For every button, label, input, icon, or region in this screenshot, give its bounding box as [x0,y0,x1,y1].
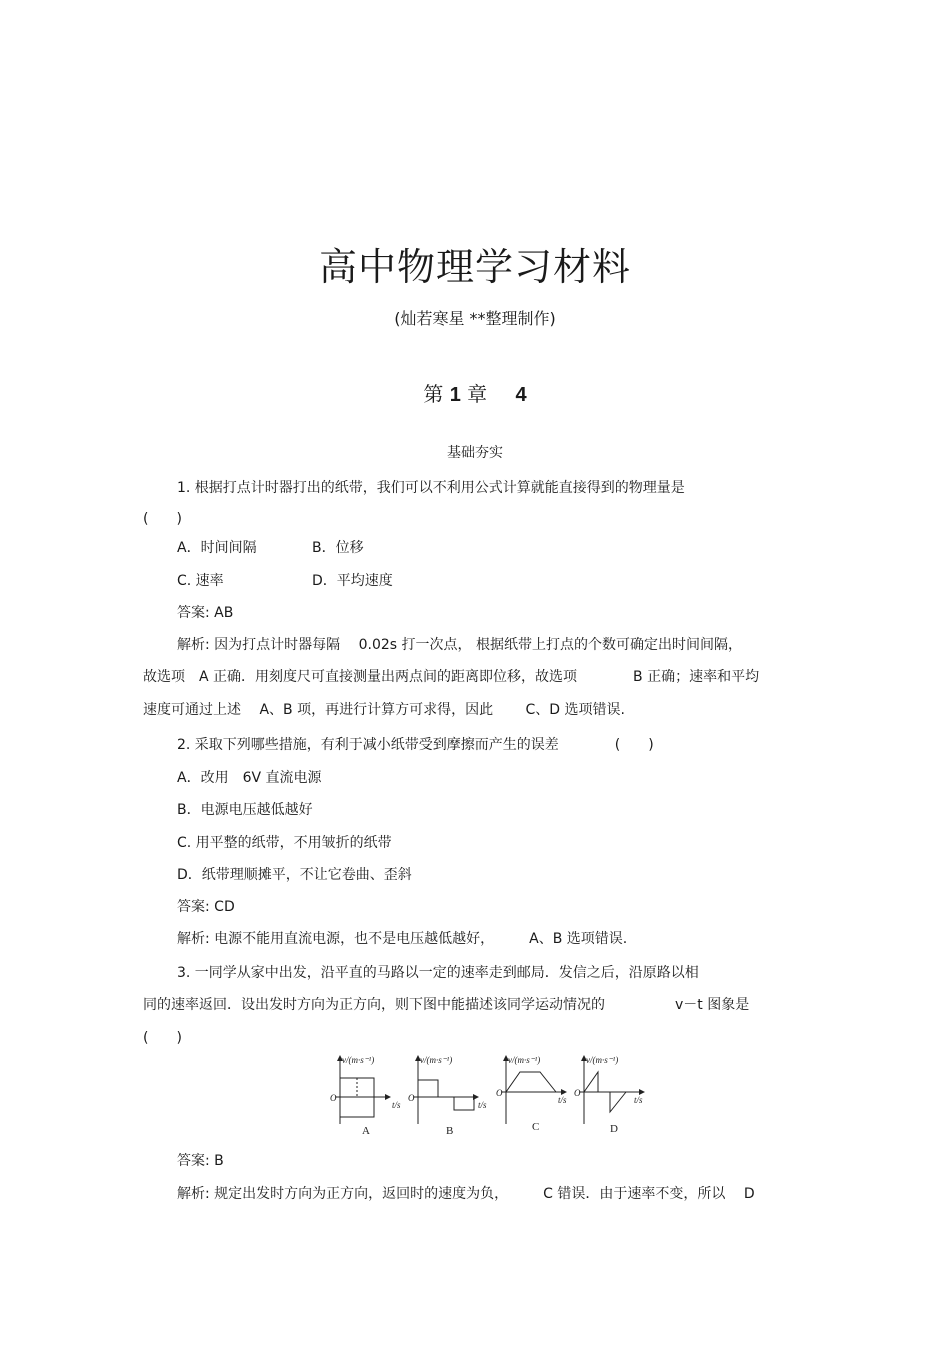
graph-d-x-label: t/s [634,1095,643,1105]
graph-a [335,1056,390,1124]
q1-explanation-line1: 解析: 因为打点计时器每隔 0.02s 打一次点， 根据纸带上打点的个数可确定出时间间隔， [177,637,742,653]
graph-a-origin: O [330,1093,337,1103]
chapter-heading [0,378,950,407]
section-heading: 基础夯实 [447,445,503,461]
q2-answer: 答案: CD [177,899,235,915]
graph-d [579,1056,644,1124]
q1-explanation-line2: 故选项 A 正确．用刻度尺可直接测量出两点间的距离即位移，故选项 B 正确；速率和平均 [143,669,760,685]
chapter-section: 4 [515,384,527,406]
q1-explanation-line3: 速度可通过上述 A、B 项，再进行计算方可求得，因此 C、D 选项错误. [143,702,625,718]
q3-stem-line1: 3. 一同学从家中出发，沿平直的马路以一定的速率走到邮局．发信之后，沿原路以相 [177,965,699,981]
q1-answer: 答案: AB [177,605,234,621]
page-title: 高中物理学习材料 [318,245,631,289]
q1-option-c: C. 速率 [177,573,224,589]
graph-b-origin: O [408,1093,415,1103]
graph-c-origin: O [496,1088,503,1098]
graph-d-origin: O [574,1088,581,1098]
page-subtitle: (灿若寒星 **整理制作) [394,309,556,328]
q2-option-a: A．改用 6V 直流电源 [177,770,322,786]
q2-option-d: D．纸带理顺摊平，不让它卷曲、歪斜 [177,867,412,883]
q3-stem-line2: 同的速率返回．设出发时方向为正方向，则下图中能描述该同学运动情况的 v－t 图象是 [143,997,750,1013]
q2-explanation: 解析: 电源不能用直流电源，也不是电压越低越好， A、B 选项错误. [177,931,628,947]
graph-b-x-label: t/s [478,1100,487,1110]
graph-c [501,1056,566,1124]
graph-b-label: B [446,1125,454,1137]
vt-graphs-figure [328,1052,650,1138]
q2-option-b: B．电源电压越低越好 [177,802,313,818]
q2-stem: 2. 采取下列哪些措施，有利于减小纸带受到摩擦而产生的误差 ( ) [177,737,654,753]
q1-option-a: A．时间间隔 [177,540,257,556]
q1-paren: ( ) [143,511,182,527]
q3-explanation: 解析: 规定出发时方向为正方向，返回时的速度为负， C 错误．由于速率不变，所以 D [177,1186,755,1202]
graph-d-y-label: v/(m·s⁻¹) [586,1055,619,1065]
graph-a-x-label: t/s [392,1100,401,1110]
q3-answer: 答案: B [177,1153,224,1169]
chapter-mid: 章 [467,382,488,406]
chapter-prefix: 第 [423,382,444,406]
graph-c-x-label: t/s [558,1095,567,1105]
q3-paren: ( ) [143,1030,182,1046]
graph-b [413,1056,478,1124]
graph-c-y-label: v/(m·s⁻¹) [508,1055,541,1065]
graph-d-label: D [610,1123,618,1135]
graph-c-label: C [532,1121,540,1133]
graph-a-y-label: v/(m·s⁻¹) [342,1055,375,1065]
graph-a-label: A [362,1125,370,1137]
q1-stem: 1. 根据打点计时器打出的纸带，我们可以不利用公式计算就能直接得到的物理量是 [177,480,685,496]
chapter-number: 1 [449,384,461,406]
q1-option-d: D．平均速度 [312,573,393,589]
q1-option-b: B．位移 [312,540,364,556]
graph-b-y-label: v/(m·s⁻¹) [420,1055,453,1065]
q2-option-c: C. 用平整的纸带，不用皱折的纸带 [177,835,392,851]
